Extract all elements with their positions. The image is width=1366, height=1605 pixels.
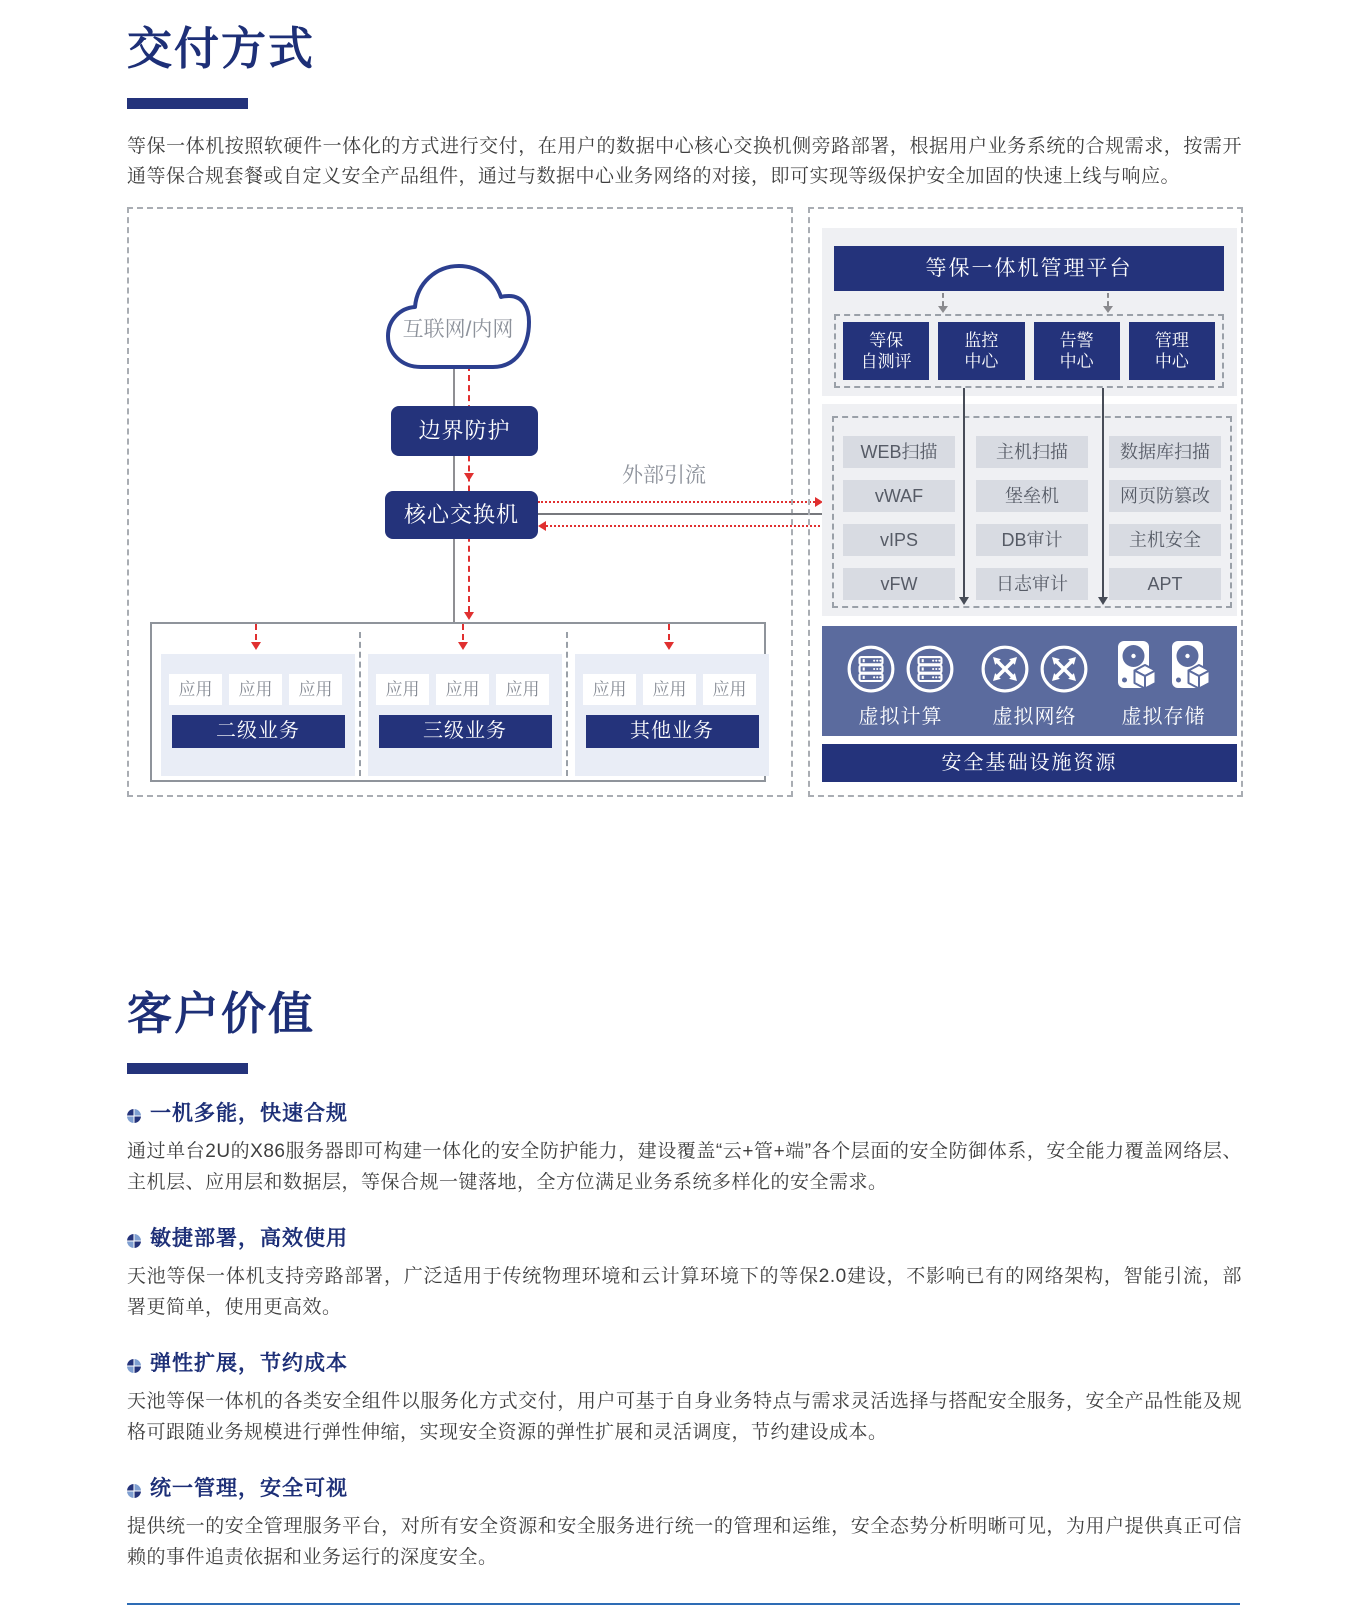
infra-resources-bar: 安全基础设施资源 xyxy=(822,744,1237,782)
monitor-flow-line xyxy=(963,388,965,598)
value-item-body: 天池等保一体机支持旁路部署，广泛适用于传统物理环境和云计算环境下的等保2.0建设，不影响已有的网络架构，智能引流，部署更简单，使用更高效。 xyxy=(127,1266,1242,1318)
center-alerting xyxy=(1034,322,1120,380)
value-item xyxy=(127,1097,1242,1198)
crossed-arrows-icon xyxy=(1039,644,1089,694)
product-cell: 网页防篡改 xyxy=(1109,480,1221,512)
app-box: 应用 xyxy=(703,674,756,705)
customer-value-section xyxy=(127,965,1242,1605)
quadrant-circle-icon xyxy=(127,1355,141,1369)
value-item-heading-row xyxy=(127,1222,1242,1252)
virtual-resources-block xyxy=(822,626,1237,736)
business-group-label: 其他业务 xyxy=(586,715,759,748)
product-cell: 日志审计 xyxy=(976,568,1088,600)
value-item-heading-row xyxy=(127,1472,1242,1502)
platform-header: 等保一体机管理平台 xyxy=(834,246,1224,291)
center-management xyxy=(1129,322,1215,380)
value-item-heading-row xyxy=(127,1347,1242,1377)
quadrant-circle-icon xyxy=(127,1480,141,1494)
value-item-body: 提供统一的安全管理服务平台，对所有安全资源和安全服务进行统一的管理和运维，安全态势分析明晰可见，为用户提供真正可信赖的事件追责依据和业务运行的深度安全。 xyxy=(127,1516,1242,1568)
delivery-intro: 等保一体机按照软硬件一体化的方式进行交付，在用户的数据中心核心交换机侧旁路部署，根据用户业务系统的合规需求，按需开通等保合规套餐或自定义安全产品组件，通过与数据中心业务网络的对接，即可实现等级保护安全加固的快速上线与响应。 xyxy=(127,136,1242,187)
business-group-label: 二级业务 xyxy=(172,715,345,748)
product-cell: 堡垒机 xyxy=(976,480,1088,512)
internet-cloud xyxy=(383,255,533,373)
link-line xyxy=(538,513,832,515)
app-box: 应用 xyxy=(289,674,342,705)
app-row xyxy=(368,654,562,705)
center-monitoring xyxy=(938,322,1024,380)
arrow-left-icon xyxy=(538,521,546,531)
value-item xyxy=(127,1222,1242,1323)
value-item-heading: 敏捷部署，高效使用 xyxy=(150,1227,348,1250)
server-icon xyxy=(846,644,896,694)
value-item-heading: 弹性扩展，节约成本 xyxy=(150,1352,348,1375)
business-group-level3 xyxy=(368,654,562,776)
product-cell: vFW xyxy=(843,568,955,600)
value-title-underline xyxy=(127,1063,248,1074)
appliance-zone xyxy=(808,207,1243,797)
value-item-heading-row xyxy=(127,1097,1242,1127)
value-item-heading: 统一管理，安全可视 xyxy=(150,1477,348,1500)
core-switch-box: 核心交换机 xyxy=(385,491,538,539)
delivery-title-underline xyxy=(127,98,248,109)
app-box: 应用 xyxy=(169,674,222,705)
arrow-down-icon xyxy=(938,306,948,313)
business-group-label: 三级业务 xyxy=(379,715,552,748)
disk-icon xyxy=(1114,640,1159,694)
quadrant-circle-icon xyxy=(127,1105,141,1119)
traffic-out-line xyxy=(538,501,815,503)
app-box: 应用 xyxy=(643,674,696,705)
center-label-line: 等保 xyxy=(869,331,904,350)
product-cell: 主机扫描 xyxy=(976,436,1088,468)
delivery-architecture-diagram xyxy=(127,207,1242,797)
app-box: 应用 xyxy=(583,674,636,705)
product-cell: 数据库扫描 xyxy=(1109,436,1221,468)
app-box: 应用 xyxy=(229,674,282,705)
divider xyxy=(566,632,568,776)
value-title: 客户价值 xyxy=(127,988,316,1039)
virtual-network-label: 虚拟网络 xyxy=(992,706,1077,728)
disk-icon xyxy=(1168,640,1213,694)
center-label-line: 中心 xyxy=(1154,352,1189,371)
divider xyxy=(359,632,361,776)
drop-line xyxy=(255,624,257,640)
cloud-label: 互联网/内网 xyxy=(402,318,514,341)
app-box: 应用 xyxy=(436,674,489,705)
product-cell: DB审计 xyxy=(976,524,1088,556)
arrow-down-icon xyxy=(664,642,674,650)
value-item-body: 天池等保一体机的各类安全组件以服务化方式交付，用户可基于自身业务特点与需求灵活选择与搭配安全服务，安全产品性能及规格可跟随业务规模进行弹性伸缩，实现安全资源的弹性扩展和灵活调度，节约建设成本。 xyxy=(127,1391,1242,1443)
server-icon xyxy=(905,644,955,694)
traffic-return-line xyxy=(546,525,832,527)
value-item xyxy=(127,1347,1242,1448)
app-row xyxy=(161,654,355,705)
external-traffic-label: 外部引流 xyxy=(622,464,706,487)
arrow-down-icon xyxy=(1098,597,1108,605)
alert-flow-line xyxy=(1102,388,1104,598)
border-protection-box: 边界防护 xyxy=(391,406,538,456)
drop-line xyxy=(942,293,944,306)
arrow-down-icon xyxy=(464,612,474,620)
value-item-heading: 一机多能，快速合规 xyxy=(150,1102,348,1125)
center-label-line: 告警 xyxy=(1059,331,1094,350)
centers-row xyxy=(834,314,1224,388)
drop-line xyxy=(462,624,464,640)
app-row xyxy=(575,654,769,705)
traffic-redirect-line xyxy=(468,365,470,612)
product-cell: WEB扫描 xyxy=(843,436,955,468)
arrow-down-icon xyxy=(251,642,261,650)
quadrant-circle-icon xyxy=(127,1230,141,1244)
product-cell: vWAF xyxy=(843,480,955,512)
product-cell: vIPS xyxy=(843,524,955,556)
virtual-storage-group xyxy=(1114,638,1213,736)
virtual-compute-label: 虚拟计算 xyxy=(858,706,943,728)
virtual-storage-label: 虚拟存储 xyxy=(1121,706,1206,728)
crossed-arrows-icon xyxy=(980,644,1030,694)
app-box: 应用 xyxy=(376,674,429,705)
drop-line xyxy=(1107,293,1109,306)
arrow-down-icon xyxy=(458,642,468,650)
delivery-title: 交付方式 xyxy=(127,23,316,74)
center-label-line: 监控 xyxy=(964,331,999,350)
value-item xyxy=(127,1472,1242,1573)
virtual-network-group xyxy=(980,638,1089,736)
center-label-line: 中心 xyxy=(1059,352,1094,371)
app-box: 应用 xyxy=(496,674,549,705)
product-cell: 主机安全 xyxy=(1109,524,1221,556)
security-products-grid xyxy=(832,416,1232,608)
arrow-down-icon xyxy=(464,473,474,481)
product-cell: APT xyxy=(1109,568,1221,600)
center-label-line: 自测评 xyxy=(860,352,912,371)
center-label-line: 管理 xyxy=(1154,331,1189,350)
arrow-down-icon xyxy=(1103,306,1113,313)
business-group-level2 xyxy=(161,654,355,776)
center-self-assessment xyxy=(843,322,929,380)
value-item-body: 通过单台2U的X86服务器即可构建一体化的安全防护能力，建设覆盖“云+管+端”各个层面的安全防御体系，安全能力覆盖网络层、主机层、应用层和数据层，等保合规一键落地，全方位满足业务系统多样化的安全需求。 xyxy=(127,1141,1242,1193)
virtual-compute-group xyxy=(846,638,955,736)
center-label-line: 中心 xyxy=(964,352,999,371)
drop-line xyxy=(668,624,670,640)
business-group-other xyxy=(575,654,769,776)
arrow-down-icon xyxy=(959,597,969,605)
